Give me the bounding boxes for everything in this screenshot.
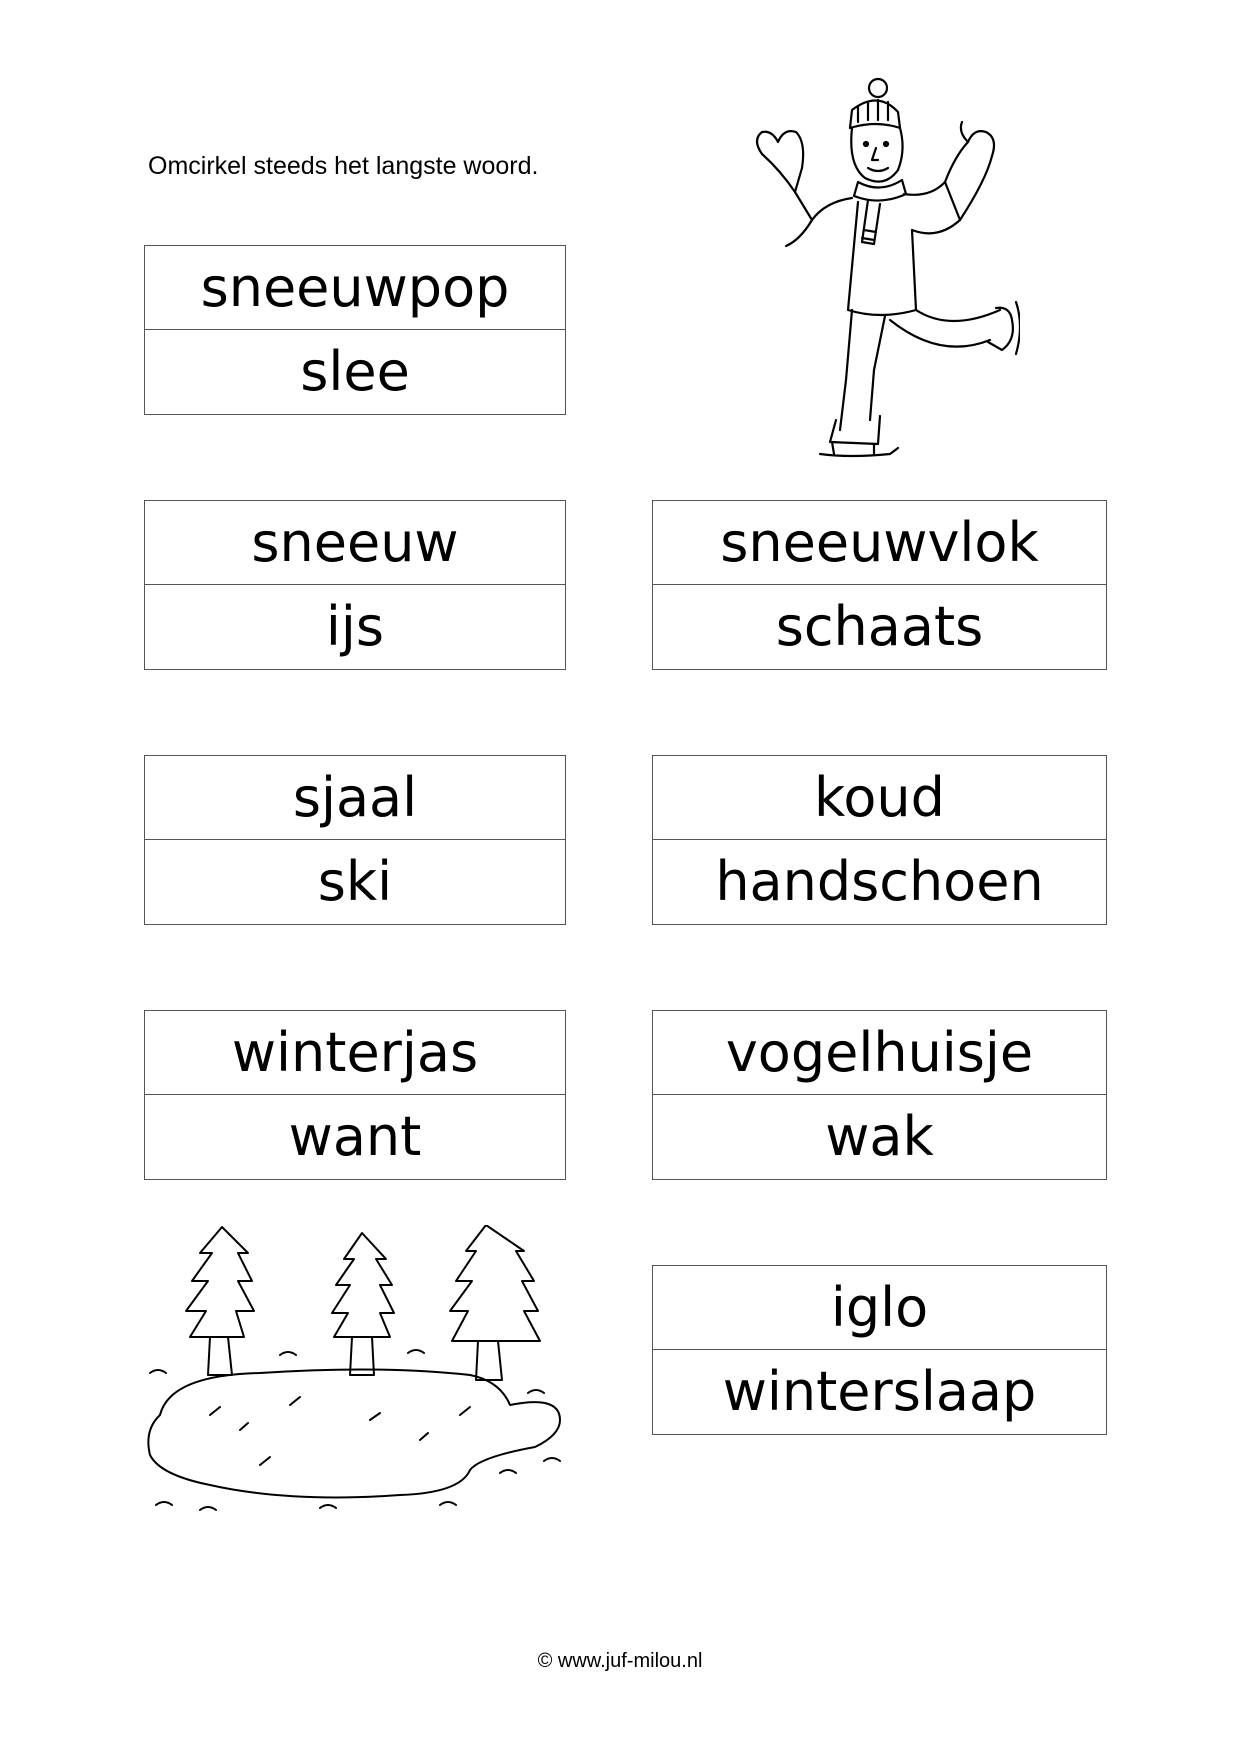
word-pair-8 [652, 1265, 1107, 1435]
ice-skater-illustration [740, 70, 1020, 480]
word-option-bottom[interactable]: ijs [325, 595, 385, 658]
word-pair-4 [144, 755, 566, 925]
word-option-top[interactable]: koud [653, 756, 1106, 840]
word-option-bottom[interactable]: slee [300, 340, 410, 403]
word-option-bottom[interactable]: wak [825, 1105, 934, 1168]
tree-icon [450, 1225, 540, 1380]
word-option-top[interactable]: sneeuw [145, 501, 565, 585]
word-option-top[interactable]: vogelhuisje [653, 1011, 1106, 1095]
word-option-top[interactable]: sneeuwpop [145, 246, 565, 330]
tree-icon [186, 1227, 254, 1375]
word-pair-1 [144, 245, 566, 415]
footer-copyright: © www.juf-milou.nl [537, 1650, 703, 1672]
word-option-top[interactable]: winterjas [145, 1011, 565, 1095]
word-option-bottom[interactable]: want [288, 1105, 422, 1168]
word-option-bottom[interactable]: handschoen [715, 850, 1044, 913]
word-pair-2 [144, 500, 566, 670]
word-option-bottom[interactable]: winterslaap [722, 1360, 1037, 1423]
word-option-top[interactable]: sjaal [145, 756, 565, 840]
frozen-pond-with-trees-illustration [140, 1225, 570, 1515]
word-pair-6 [144, 1010, 566, 1180]
tree-icon [332, 1233, 394, 1375]
word-option-bottom[interactable]: ski [317, 850, 393, 913]
word-pair-7 [652, 1010, 1107, 1180]
word-pair-3 [652, 500, 1107, 670]
word-option-top[interactable]: sneeuwvlok [653, 501, 1106, 585]
word-option-bottom[interactable]: schaats [775, 595, 984, 658]
instruction-text: Omcirkel steeds het langste woord. [148, 152, 539, 180]
word-pair-5 [652, 755, 1107, 925]
word-option-top[interactable]: iglo [653, 1266, 1106, 1350]
